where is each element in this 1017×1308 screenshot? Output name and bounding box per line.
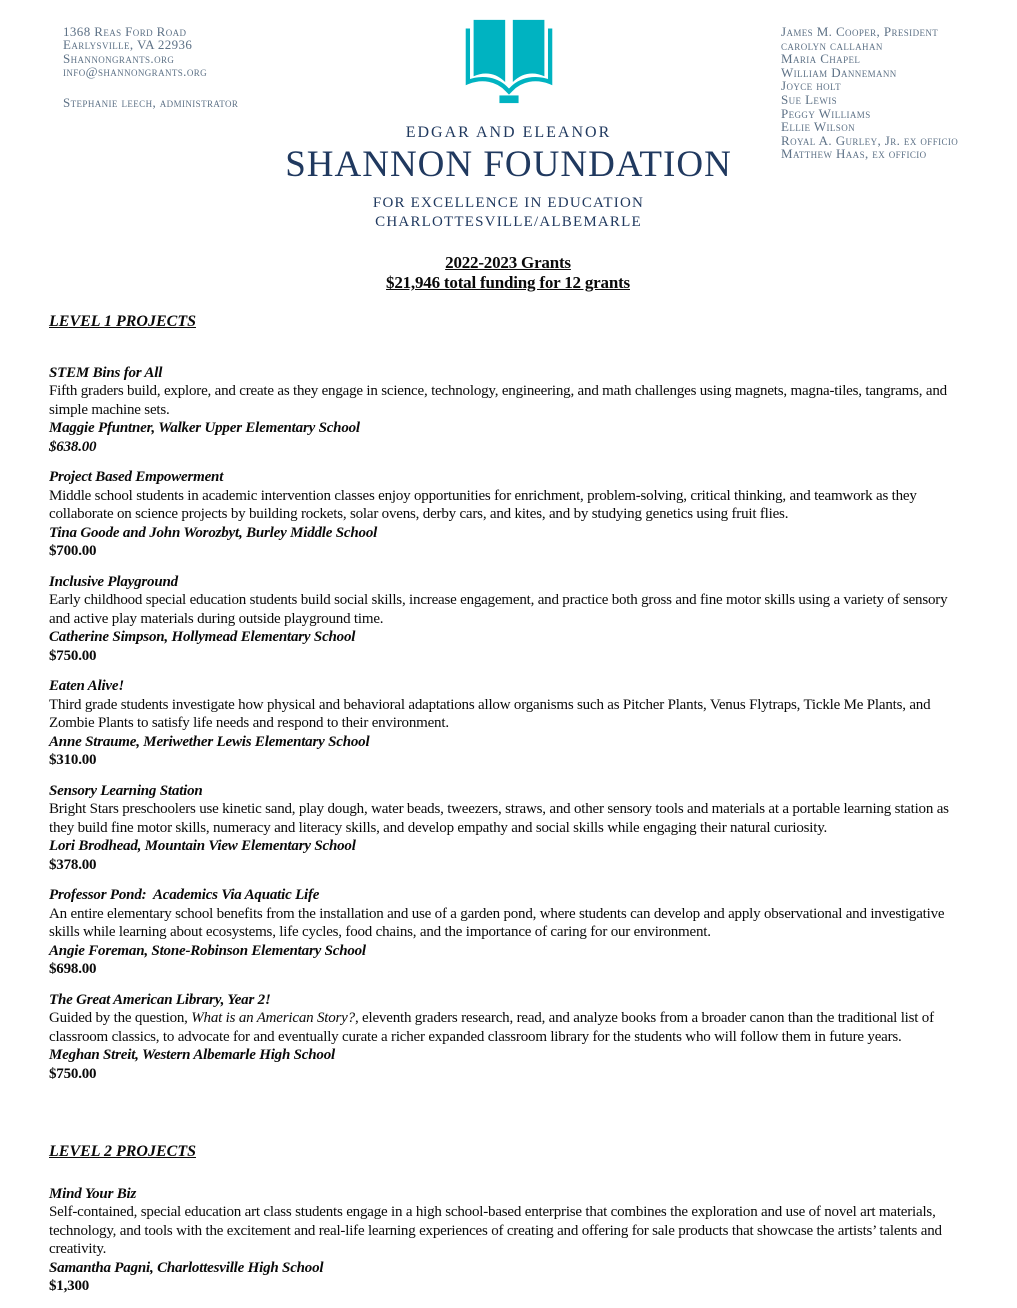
project-entry [49, 991, 967, 1084]
letterhead-line: Earlysville, VA 22936 [63, 37, 193, 53]
grants-subtitle: $21,946 total funding for 12 grants [386, 273, 630, 292]
project-entry [49, 468, 967, 561]
project-title: Project Based Empowerment [49, 469, 224, 485]
project-description: Middle school students in academic intervention classes enjoy opportunities for enrichment, problem-solving, critical thinking, and teamwork as they collaborate on science projects by building rockets, solar ovens, derby cars, and kites, and by studying genetics using fruit flies. [49, 487, 917, 522]
project-title: Inclusive Playground [49, 573, 178, 590]
project-entry [49, 573, 967, 666]
project-amount: $310.00 [49, 752, 97, 768]
letterhead-line: Peggy Williams [781, 105, 871, 121]
letterhead-line: Shannongrants.org [63, 50, 175, 66]
org-upper-name: EDGAR AND ELEANOR [405, 124, 612, 141]
project-title: Mind Your Biz [49, 1185, 137, 1202]
letterhead-line: info@shannongrants.org [63, 64, 208, 80]
project-entry [49, 1185, 967, 1296]
administrator-line: Stephanie leech, administrator [63, 94, 239, 110]
org-location: CHARLOTTESVILLE/ALBEMARLE [375, 214, 642, 230]
project-amount: $698.00 [49, 961, 97, 977]
section-heading: LEVEL 1 PROJECTS [49, 313, 196, 330]
letterhead-line: Ellie Wilson [781, 119, 856, 135]
project-description: Fifth graders build, explore, and create as they engage in science, technology, engineering, and math challenges using magnets, magna-tiles, tangrams, and simple machine sets. [49, 383, 947, 418]
project-amount: $750.00 [49, 647, 97, 664]
org-name: SHANNON FOUNDATION [285, 144, 732, 185]
project-title: Sensory Learning Station [49, 782, 203, 799]
project-entry [49, 782, 967, 875]
project-description: Bright Stars preschoolers use kinetic sand, play dough, water beads, tweezers, straws, and other sensory tools and materials at a portable learning station as they build fine motor skills, numeracy and literacy skills, and develop empathy and social skills while engaging their natural curiosity. [49, 801, 949, 836]
project-recipient: Lori Brodhead, Mountain View Elementary School [49, 838, 356, 854]
project-description: An entire elementary school benefits from the installation and use of a garden pond, where students can develop and apply observational and investigative skills while learning about ecosystems, life cycles, food chains, and the importance of caring for our environment. [49, 905, 945, 940]
document-body [49, 245, 967, 1308]
project-description: Third grade students investigate how physical and behavioral adaptations allow organisms such as Pitcher Plants, Venus Flytraps, Tickle Me Plants, and Zombie Plants to satisfy life needs and respond to their environment. [49, 696, 931, 731]
grants-header [49, 253, 967, 293]
letterhead [0, 0, 1017, 245]
letterhead-line: Matthew Haas, ex officio [781, 146, 927, 162]
letterhead-line: Maria Chapel [781, 51, 861, 67]
sections-root [49, 293, 967, 1296]
masthead [0, 17, 1017, 231]
letterhead-line: William Dannemann [781, 64, 897, 80]
project-amount: $750.00 [49, 1065, 97, 1082]
project-description: Early childhood special education students build social skills, increase engagement, and practice both gross and fine motor skills using a variety of sensory and active play materials during outside playground time. [49, 592, 948, 627]
section-heading: LEVEL 2 PROJECTS [49, 1143, 196, 1160]
project-description: Guided by the question, What is an American Story?, eleventh graders research, read, and analyze books from a broader canon than the traditional list of classroom classics, to advocate for and eventually curate a richer expanded classroom library for the students who will follow them in future years. [49, 1010, 934, 1045]
letterhead-line: Royal A. Gurley, Jr. ex officio [781, 132, 959, 148]
project-amount: $1,300 [49, 1278, 90, 1294]
project-title: STEM Bins for All [49, 364, 163, 381]
letterhead-line: Sue Lewis [781, 91, 838, 107]
project-entry [49, 677, 967, 770]
grants-title: 2022-2023 Grants [445, 253, 571, 272]
project-recipient: Meghan Streit, Western Albemarle High School [49, 1047, 335, 1063]
logo-wrap [0, 17, 1017, 110]
project-amount: $378.00 [49, 856, 97, 873]
project-recipient: Tina Goode and John Worozbyt, Burley Middle School [49, 524, 378, 541]
project-entry [49, 886, 967, 979]
project-recipient: Angie Foreman, Stone-Robinson Elementary School [49, 942, 366, 959]
project-title: Professor Pond: Academics Via Aquatic Life [49, 887, 320, 903]
project-amount: $638.00 [49, 438, 97, 455]
project-title: The Great American Library, Year 2! [49, 991, 271, 1008]
letterhead-line: James M. Cooper, President [781, 24, 939, 39]
project-recipient: Maggie Pfuntner, Walker Upper Elementary School [49, 420, 360, 436]
letterhead-line: 1368 Reas Ford Road [63, 24, 187, 39]
project-title: Eaten Alive! [49, 678, 124, 694]
open-book-icon [460, 17, 558, 105]
projects-section [49, 293, 967, 1083]
letterhead-line: carolyn callahan [781, 37, 883, 53]
project-amount: $700.00 [49, 543, 97, 559]
projects [49, 1185, 967, 1296]
projects-section [49, 1095, 967, 1296]
project-recipient: Samantha Pagni, Charlottesville High School [49, 1259, 324, 1276]
project-recipient: Catherine Simpson, Hollymead Elementary School [49, 629, 356, 645]
project-description: Self-contained, special education art class students engage in a high school-based enterprise that combines the exploration and use of novel art materials, technology, and tools with the excitement and real-life learning experiences of creating and offering for sale products that showcase the artists’ talents and creativity. [49, 1204, 942, 1257]
projects [49, 364, 967, 1084]
org-tagline: FOR EXCELLENCE IN EDUCATION [372, 195, 645, 211]
project-recipient: Anne Straume, Meriwether Lewis Elementary School [49, 733, 370, 750]
project-entry [49, 364, 967, 457]
letterhead-line: Joyce holt [781, 78, 841, 94]
